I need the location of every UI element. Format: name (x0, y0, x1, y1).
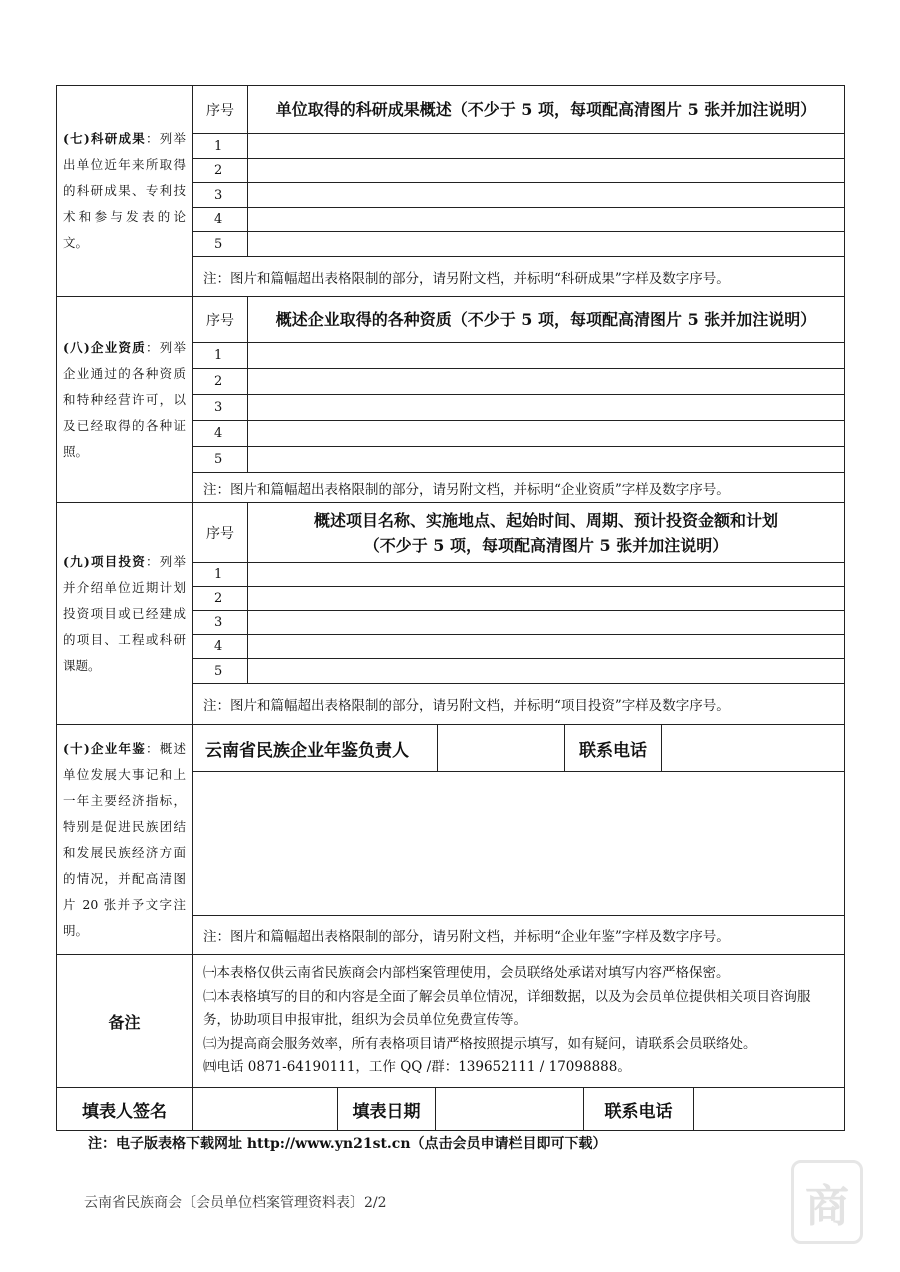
row-number: 3 (193, 395, 248, 420)
col-header-desc-line2: （不少于 5 项，每项配高清图片 5 张并加注说明） (363, 535, 729, 555)
table-row[interactable] (193, 563, 844, 587)
investment-header-row (193, 503, 844, 563)
section-yearbook (57, 725, 844, 955)
investment-title: (九)项目投资 (63, 553, 146, 569)
remark-item: ㈢为提高商会服务效率，所有表格项目请严格按照提示填写，如有疑问，请联系会员联络处。 (203, 1035, 757, 1052)
yearbook-title: (十)企业年鉴 (63, 740, 146, 756)
remarks-content (193, 955, 844, 1087)
section-investment (57, 503, 844, 725)
yearbook-phone-input[interactable] (662, 725, 844, 771)
research-note: 注：图片和篇幅超出表格限制的部分，请另附文档，并标明“科研成果”字样及数字序号。 (203, 270, 730, 287)
row-input[interactable] (248, 587, 844, 610)
yearbook-note: 注：图片和篇幅超出表格限制的部分，请另附文档，并标明“企业年鉴”字样及数字序号。 (203, 929, 730, 945)
section-qualification (57, 297, 844, 503)
date-input[interactable] (436, 1088, 584, 1130)
date-label: 填表日期 (338, 1088, 436, 1130)
row-input[interactable] (248, 447, 844, 472)
row-input[interactable] (248, 159, 844, 182)
row-number: 2 (193, 369, 248, 394)
download-footnote: 注：电子版表格下载网址 http://www.yn21st.cn（点击会员申请栏目即可下载） (88, 1136, 607, 1152)
row-number: 1 (193, 563, 248, 586)
yearbook-desc: ：概述单位发展大事记和上一年主要经济指标，特别是促进民族团结和发展民族经济方面的情况，并配高清图片 20 张并予文字注明。 (63, 740, 186, 938)
remarks-label: 备注 (57, 955, 193, 1087)
row-input[interactable] (248, 183, 844, 207)
research-desc: ：列举出单位近年来所取得的科研成果、专利技术和参与发表的论文。 (63, 131, 186, 250)
signer-input[interactable] (193, 1088, 338, 1130)
table-row[interactable] (193, 611, 844, 635)
qualification-title: (八)企业资质 (63, 339, 146, 355)
contact-phone-label: 联系电话 (584, 1088, 694, 1130)
row-number: 2 (193, 587, 248, 610)
chamber-logo-icon (791, 1160, 863, 1244)
row-number: 4 (193, 635, 248, 658)
table-row[interactable] (193, 134, 844, 159)
col-header-desc-line1: 概述项目名称、实施地点、起始时间、周期、预计投资金额和计划 (313, 510, 778, 530)
qualification-desc: ：列举企业通过的各种资质和特种经营许可，以及已经取得的各种证照。 (63, 339, 186, 459)
table-row[interactable] (193, 183, 844, 208)
table-row[interactable] (193, 395, 844, 421)
row-number: 1 (193, 134, 248, 158)
row-number: 3 (193, 611, 248, 634)
yearbook-responsible-input[interactable] (438, 725, 565, 771)
table-row[interactable] (193, 369, 844, 395)
investment-label (57, 503, 193, 724)
table-row[interactable] (193, 659, 844, 684)
row-input[interactable] (248, 369, 844, 394)
page-footer: 云南省民族商会〔会员单位档案管理资料表〕2/2 (84, 1195, 387, 1211)
row-input[interactable] (248, 635, 844, 658)
table-row[interactable] (193, 159, 844, 183)
section-remarks (57, 955, 844, 1088)
row-number: 1 (193, 343, 248, 368)
yearbook-responsible-label: 云南省民族企业年鉴负责人 (193, 725, 438, 771)
row-input[interactable] (248, 421, 844, 446)
signer-label: 填表人签名 (57, 1088, 193, 1130)
row-input[interactable] (248, 208, 844, 231)
remark-item: ㈡本表格填写的目的和内容是全面了解会员单位情况，详细数据，以及为会员单位提供相关项目咨询服务，协助项目申报审批，组织为会员单位免费宣传等。 (203, 988, 811, 1028)
col-header-desc (248, 503, 844, 562)
col-header-no: 序号 (193, 86, 248, 133)
logo-char: 商 (805, 1181, 849, 1232)
col-header-no: 序号 (193, 297, 248, 342)
yearbook-phone-label: 联系电话 (565, 725, 662, 771)
row-number: 5 (193, 659, 248, 683)
row-number: 5 (193, 232, 248, 256)
qualification-header-row (193, 297, 844, 343)
row-input[interactable] (248, 395, 844, 420)
research-label (57, 86, 193, 296)
table-row[interactable] (193, 343, 844, 369)
research-header-row (193, 86, 844, 134)
row-number: 2 (193, 159, 248, 182)
table-row[interactable] (193, 587, 844, 611)
row-input[interactable] (248, 611, 844, 634)
col-header-desc: 单位取得的科研成果概述（不少于 5 项，每项配高清图片 5 张并加注说明） (275, 100, 817, 119)
row-number: 5 (193, 447, 248, 472)
section-research (57, 86, 844, 297)
yearbook-label (57, 725, 193, 954)
row-input[interactable] (248, 659, 844, 683)
col-header-desc: 概述企业取得的各种资质（不少于 5 项，每项配高清图片 5 张并加注说明） (275, 310, 817, 329)
contact-phone-input[interactable] (694, 1088, 844, 1130)
col-header-no: 序号 (193, 503, 248, 562)
qualification-note: 注：图片和篇幅超出表格限制的部分，请另附文档，并标明“企业资质”字样及数字序号。 (203, 481, 730, 498)
table-row[interactable] (193, 421, 844, 447)
archive-form-table (56, 85, 845, 1131)
investment-desc: ：列举并介绍单位近期计划投资项目或已经建成的项目、工程或科研课题。 (63, 553, 186, 673)
row-number: 3 (193, 183, 248, 207)
signature-row (57, 1088, 844, 1130)
remark-item: ㈠本表格仅供云南省民族商会内部档案管理使用，会员联络处承诺对填写内容严格保密。 (203, 965, 730, 981)
row-input[interactable] (248, 563, 844, 586)
remark-item: ㈣电话 0871-64190111，工作 QQ /群：139652111 / 17098888。 (203, 1059, 631, 1075)
table-row[interactable] (193, 447, 844, 473)
row-number: 4 (193, 421, 248, 446)
row-number: 4 (193, 208, 248, 231)
yearbook-content-area[interactable] (193, 772, 844, 916)
research-title: (七)科研成果 (63, 131, 146, 146)
table-row[interactable] (193, 232, 844, 257)
investment-note: 注：图片和篇幅超出表格限制的部分，请另附文档，并标明“项目投资”字样及数字序号。 (203, 698, 730, 714)
yearbook-header-row (193, 725, 844, 772)
table-row[interactable] (193, 635, 844, 659)
row-input[interactable] (248, 232, 844, 256)
row-input[interactable] (248, 343, 844, 368)
row-input[interactable] (248, 134, 844, 158)
table-row[interactable] (193, 208, 844, 232)
qualification-label (57, 297, 193, 502)
